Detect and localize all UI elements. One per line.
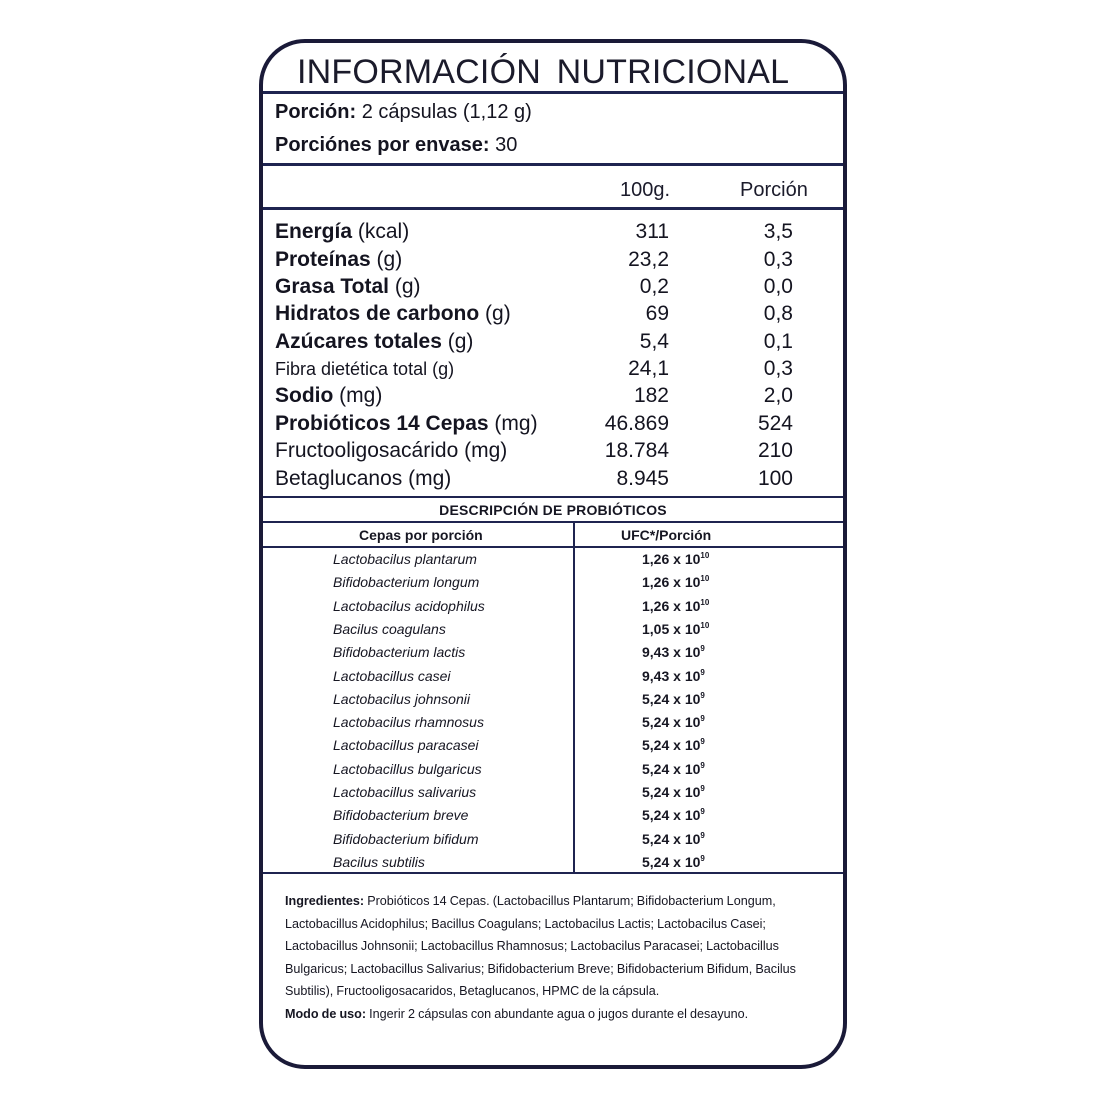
strain-ufc-base: 1,26 x 10 <box>642 551 701 567</box>
strain-name: Bifidobacterium bifidum <box>333 831 479 847</box>
nutrient-name-bold: Proteínas <box>275 248 371 271</box>
strain-ufc-base: 1,05 x 10 <box>642 621 701 637</box>
strain-row <box>263 621 843 643</box>
strain-name: Bacilus subtilis <box>333 854 425 870</box>
strain-row <box>263 668 843 690</box>
strain-ufc-base: 9,43 x 10 <box>642 644 701 660</box>
strain-row <box>263 737 843 759</box>
nutrient-value-100g: 5,4 <box>639 330 669 353</box>
nutrient-row <box>263 412 843 440</box>
nutrient-name-bold: Energía <box>275 220 353 243</box>
serving-size-value: 2 cápsulas (1,12 g) <box>361 101 532 123</box>
servings-per-container-label: Porciónes por envase: <box>275 134 490 156</box>
strain-ufc-base: 1,26 x 10 <box>642 598 701 614</box>
nutrient-unit: (g) <box>447 330 474 353</box>
strain-ufc-exponent: 9 <box>700 737 705 746</box>
nutrient-value-100g: 46.869 <box>604 412 669 435</box>
strain-ufc-exponent: 9 <box>700 807 705 816</box>
nutrient-value-portion: 100 <box>757 467 793 490</box>
nutrient-value-100g: 311 <box>635 220 669 243</box>
ingredients-block <box>285 890 841 1026</box>
divider-under-title <box>263 91 843 94</box>
servings-per-container-value: 30 <box>495 134 518 156</box>
nutrient-unit: Betaglucanos (mg) <box>275 467 452 490</box>
nutrient-name <box>275 359 454 380</box>
strain-row <box>263 574 843 596</box>
nutrient-row <box>263 384 843 412</box>
strain-row <box>263 831 843 853</box>
nutrient-row <box>263 439 843 467</box>
strain-ufc-exponent: 9 <box>700 644 705 653</box>
strain-name: Lactobacillus bulgaricus <box>333 761 482 777</box>
nutrient-name <box>275 467 451 491</box>
nutrient-row <box>263 248 843 276</box>
strain-name: Lactobacilus johnsonii <box>333 691 470 707</box>
strain-ufc-exponent: 9 <box>700 761 705 770</box>
strain-ufc-exponent: 9 <box>700 714 705 723</box>
nutrient-value-100g: 23,2 <box>628 248 669 271</box>
nutrient-value-100g: 182 <box>633 384 669 407</box>
nutrient-row <box>263 357 843 385</box>
nutrient-value-100g: 18.784 <box>604 439 669 462</box>
strain-ufc-base: 5,24 x 10 <box>642 807 701 823</box>
strain-ufc-base: 5,24 x 10 <box>642 691 701 707</box>
nutrient-unit: (g) <box>394 275 421 298</box>
strain-ufc <box>642 831 705 847</box>
strain-ufc <box>642 691 705 707</box>
nutrient-name <box>275 384 382 408</box>
usage-paragraph <box>285 1003 841 1026</box>
nutrient-value-portion: 0,3 <box>763 248 793 271</box>
strain-ufc-base: 9,43 x 10 <box>642 668 701 684</box>
nutrient-name-bold: Sodio <box>275 384 334 407</box>
strain-ufc-exponent: 10 <box>700 574 710 583</box>
divider-under-serving <box>263 163 843 166</box>
strain-row <box>263 598 843 620</box>
nutrient-value-portion: 0,8 <box>763 302 793 325</box>
strain-row <box>263 807 843 829</box>
divider-under-column-header <box>263 207 843 210</box>
strain-ufc-base: 5,24 x 10 <box>642 784 701 800</box>
strain-row <box>263 761 843 783</box>
ingredients-label: Ingredientes: <box>285 894 365 908</box>
column-header-ufc: UFC*/Porción <box>621 527 712 543</box>
strain-name: Lactobacillus paracasei <box>333 737 479 753</box>
strain-name: Bacilus coagulans <box>333 621 446 637</box>
nutrient-value-portion: 3,5 <box>763 220 793 243</box>
nutrient-unit: (kcal) <box>357 220 410 243</box>
strain-ufc <box>642 784 705 800</box>
nutrient-unit: Fructooligosacárido (mg) <box>275 439 508 462</box>
nutrient-name <box>275 412 538 436</box>
nutrient-name <box>275 439 507 463</box>
nutrient-unit: (g) <box>376 248 403 271</box>
usage-text: Ingerir 2 cápsulas con abundante agua o jugos durante el desayuno. <box>369 1006 749 1021</box>
column-header-strain: Cepas por porción <box>359 527 483 543</box>
strain-ufc <box>642 668 705 684</box>
strain-name: Lactobacilus rhamnosus <box>333 714 484 730</box>
nutrient-unit: Fibra dietética total (g) <box>275 359 455 379</box>
nutrient-name-bold: Hidratos de carbono <box>275 302 480 325</box>
nutrient-value-100g: 69 <box>645 302 669 325</box>
servings-per-container <box>275 134 517 157</box>
divider-under-probiotics-header <box>263 546 843 548</box>
strain-ufc-base: 5,24 x 10 <box>642 714 701 730</box>
divider-above-ingredients <box>263 872 843 874</box>
nutrient-name-bold: Grasa Total <box>275 275 389 298</box>
nutrient-unit: (mg) <box>339 384 383 407</box>
strain-ufc <box>642 644 705 660</box>
strain-ufc-exponent: 10 <box>700 598 710 607</box>
serving-size-label: Porción: <box>275 101 357 123</box>
strain-ufc <box>642 714 705 730</box>
strain-ufc <box>642 854 705 870</box>
strain-ufc-exponent: 9 <box>700 784 705 793</box>
nutrient-row <box>263 467 843 495</box>
divider-under-probiotics-title <box>263 521 843 523</box>
column-header-portion: Porción <box>740 179 808 201</box>
strain-row <box>263 551 843 573</box>
strain-ufc <box>642 574 709 590</box>
nutrient-name-bold: Azúcares totales <box>275 330 442 353</box>
nutrient-row <box>263 220 843 248</box>
serving-size <box>275 101 532 124</box>
strain-ufc <box>642 551 709 567</box>
nutrient-value-100g: 8.945 <box>616 467 669 490</box>
strain-row <box>263 691 843 713</box>
strain-ufc <box>642 807 705 823</box>
nutrient-value-100g: 24,1 <box>628 357 669 380</box>
strain-row <box>263 784 843 806</box>
strain-ufc <box>642 598 709 614</box>
strain-ufc-exponent: 10 <box>700 621 710 630</box>
nutrient-name <box>275 302 511 326</box>
nutrient-name-bold: Probióticos 14 Cepas <box>275 412 489 435</box>
strain-row <box>263 644 843 666</box>
strain-name: Bifidobacterium longum <box>333 574 480 590</box>
strain-ufc-base: 5,24 x 10 <box>642 854 701 870</box>
strain-ufc-exponent: 9 <box>700 831 705 840</box>
strain-ufc-exponent: 10 <box>700 551 710 560</box>
nutrient-value-portion: 210 <box>757 439 793 462</box>
probiotics-title: DESCRIPCIÓN DE PROBIÓTICOS <box>439 502 667 518</box>
strain-ufc-exponent: 9 <box>700 668 705 677</box>
strain-ufc <box>642 737 705 753</box>
ingredients-paragraph <box>285 890 841 1003</box>
strain-name: Lactobacilus acidophilus <box>333 598 485 614</box>
strain-ufc-exponent: 9 <box>700 854 705 863</box>
nutrient-unit: (mg) <box>494 412 538 435</box>
nutrient-name <box>275 275 421 299</box>
strain-ufc-base: 5,24 x 10 <box>642 737 701 753</box>
strain-ufc-base: 1,26 x 10 <box>642 574 701 590</box>
nutrient-row <box>263 302 843 330</box>
label-title: INFORMACIÓN NUTRICIONAL <box>297 53 790 91</box>
usage-label: Modo de uso: <box>285 1006 367 1021</box>
strain-ufc-exponent: 9 <box>700 691 705 700</box>
nutrient-value-portion: 0,3 <box>763 357 793 380</box>
nutrient-value-portion: 0,1 <box>763 330 793 353</box>
strain-name: Lactobacillus casei <box>333 668 451 684</box>
strain-ufc-base: 5,24 x 10 <box>642 831 701 847</box>
nutrient-name <box>275 248 402 272</box>
ingredients-text: Probióticos 14 Cepas. (Lactobacillus Plantarum; Bifidobacterium Longum, Lactobacillus Acidophilus; Bacillus Coagulans; Lactobacilus Lactis; Lactobacilus Casei; Lactobacillus Johnsonii; Lactobacillus Rhamnosus; Lactobacilus Paracasei; Lactobacillus Bulgaricus; Lactobacillus Salivarius; Bifidobacterium Breve; Bifidobacterium Bifidum, Bacilus Subtilis), Fructooligosacaridos, Betaglucanos, HPMC de la cápsula. <box>285 894 796 999</box>
column-header-100g: 100g. <box>620 179 671 201</box>
nutrient-value-portion: 0,0 <box>763 275 793 298</box>
nutrient-name <box>275 220 409 244</box>
nutrient-unit: (g) <box>485 302 511 325</box>
nutrient-row <box>263 275 843 303</box>
nutrient-value-100g: 0,2 <box>639 275 669 298</box>
nutrient-value-portion: 2,0 <box>763 384 793 407</box>
nutrient-row <box>263 330 843 358</box>
nutrition-label <box>259 39 847 1069</box>
strain-ufc <box>642 761 705 777</box>
strain-ufc-base: 5,24 x 10 <box>642 761 701 777</box>
divider-above-probiotics <box>263 496 843 498</box>
nutrient-value-portion: 524 <box>757 412 793 435</box>
strain-name: Bifidobacterium lactis <box>333 644 466 660</box>
nutrient-name <box>275 330 473 354</box>
strain-name: Lactobacillus salivarius <box>333 784 477 800</box>
strain-row <box>263 714 843 736</box>
strain-name: Bifidobacterium breve <box>333 807 469 823</box>
strain-ufc <box>642 621 709 637</box>
strain-name: Lactobacilus plantarum <box>333 551 477 567</box>
